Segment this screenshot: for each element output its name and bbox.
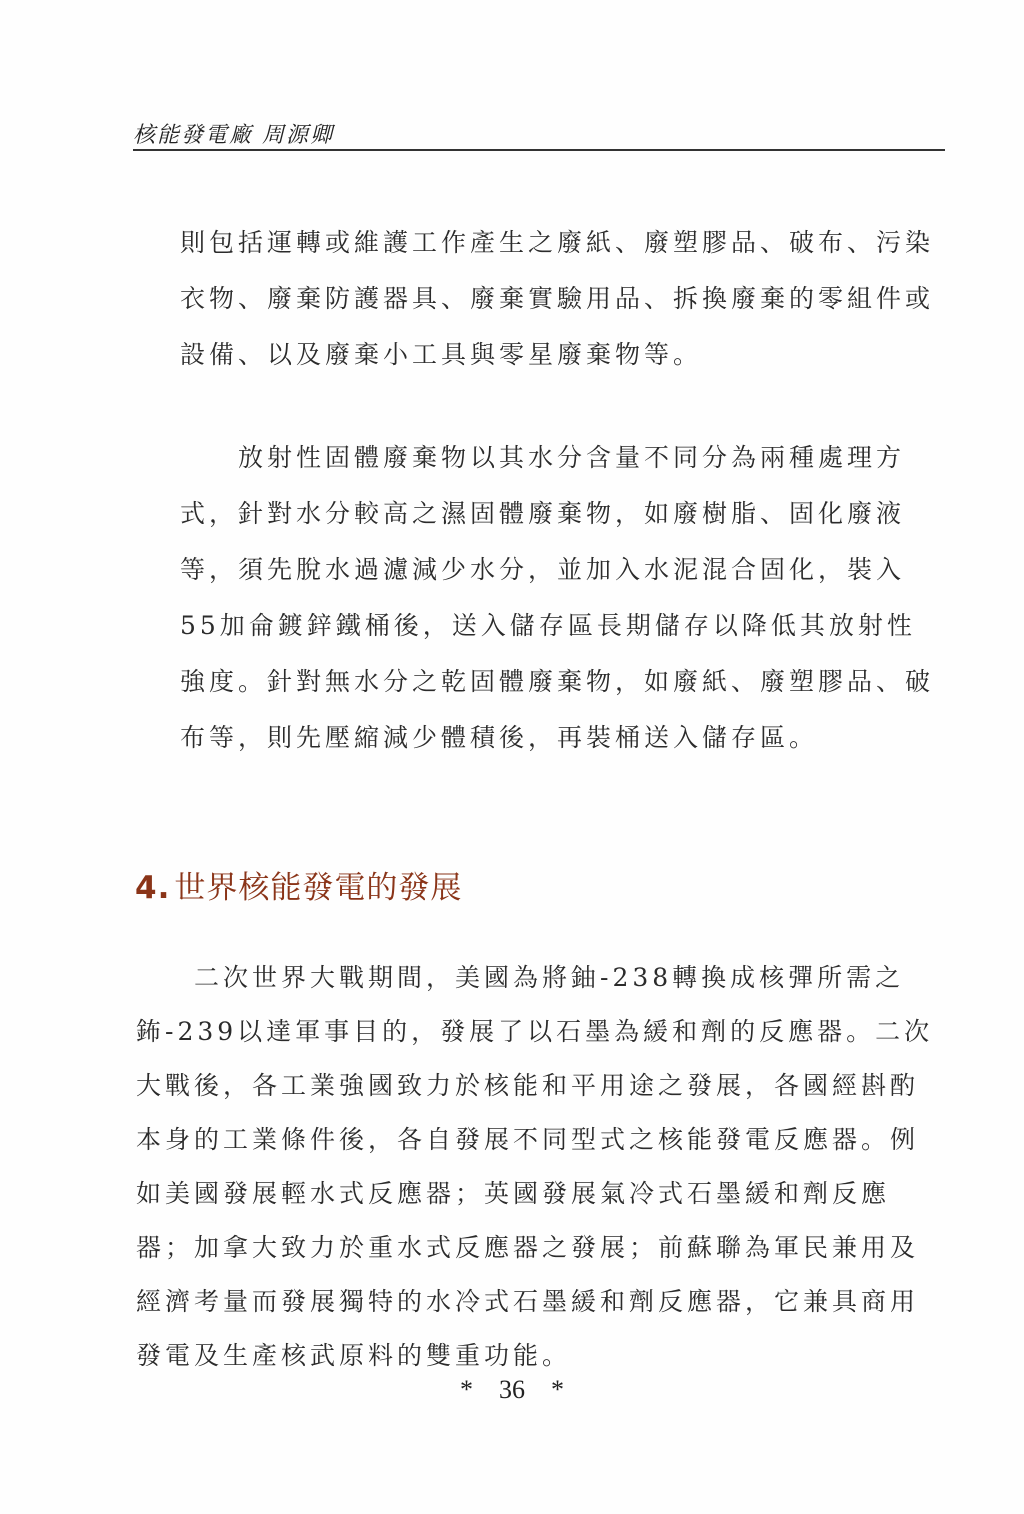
section-number: 4. bbox=[135, 870, 171, 906]
paragraph-3: 二次世界大戰期間，美國為將鈾-238轉換成核彈所需之鈽-239以達軍事目的，發展了以石墨為緩和劑的反應器。二次大戰後，各工業強國致力於核能和平用途之發展，各國經斟酌本身的工業條件後，各自發展不同型式之核能發電反應器。例如美國發展輕水式反應器；英國發展氣冷式石墨緩和劑反應器；加拿大致力於重水式反應器之發展；前蘇聯為軍民兼用及經濟考量而發展獨特的水冷式石墨緩和劑反應器，它兼具商用發電及生產核武原料的雙重功能。 bbox=[136, 963, 934, 1370]
running-header: 核能發電廠 周源卿 bbox=[133, 123, 334, 148]
paragraph-2: 放射性固體廢棄物以其水分含量不同分為兩種處理方式，針對水分較高之濕固體廢棄物，如廢樹脂、固化廢液等，須先脫水過濾減少水分，並加入水泥混合固化，裝入55加侖鍍鋅鐵桶後，送入儲存區長期儲存以降低其放射性強度。針對無水分之乾固體廢棄物，如廢紙、廢塑膠品、破布等，則先壓縮減少體積後，再裝桶送入儲存區。 bbox=[180, 443, 935, 752]
section-title: 世界核能發電的發展 bbox=[174, 870, 463, 906]
paragraph-1: 則包括運轉或維護工作產生之廢紙、廢塑膠品、破布、污染衣物、廢棄防護器具、廢棄實驗用品、拆換廢棄的零組件或設備、以及廢棄小工具與零星廢棄物等。 bbox=[180, 228, 935, 369]
page-footer bbox=[0, 1375, 1024, 1405]
page-number: 36 bbox=[499, 1375, 525, 1404]
section-heading bbox=[135, 862, 462, 907]
footer-ornament-right: * bbox=[551, 1375, 564, 1404]
header-rule bbox=[133, 149, 945, 151]
footer-ornament-left: * bbox=[460, 1375, 473, 1404]
